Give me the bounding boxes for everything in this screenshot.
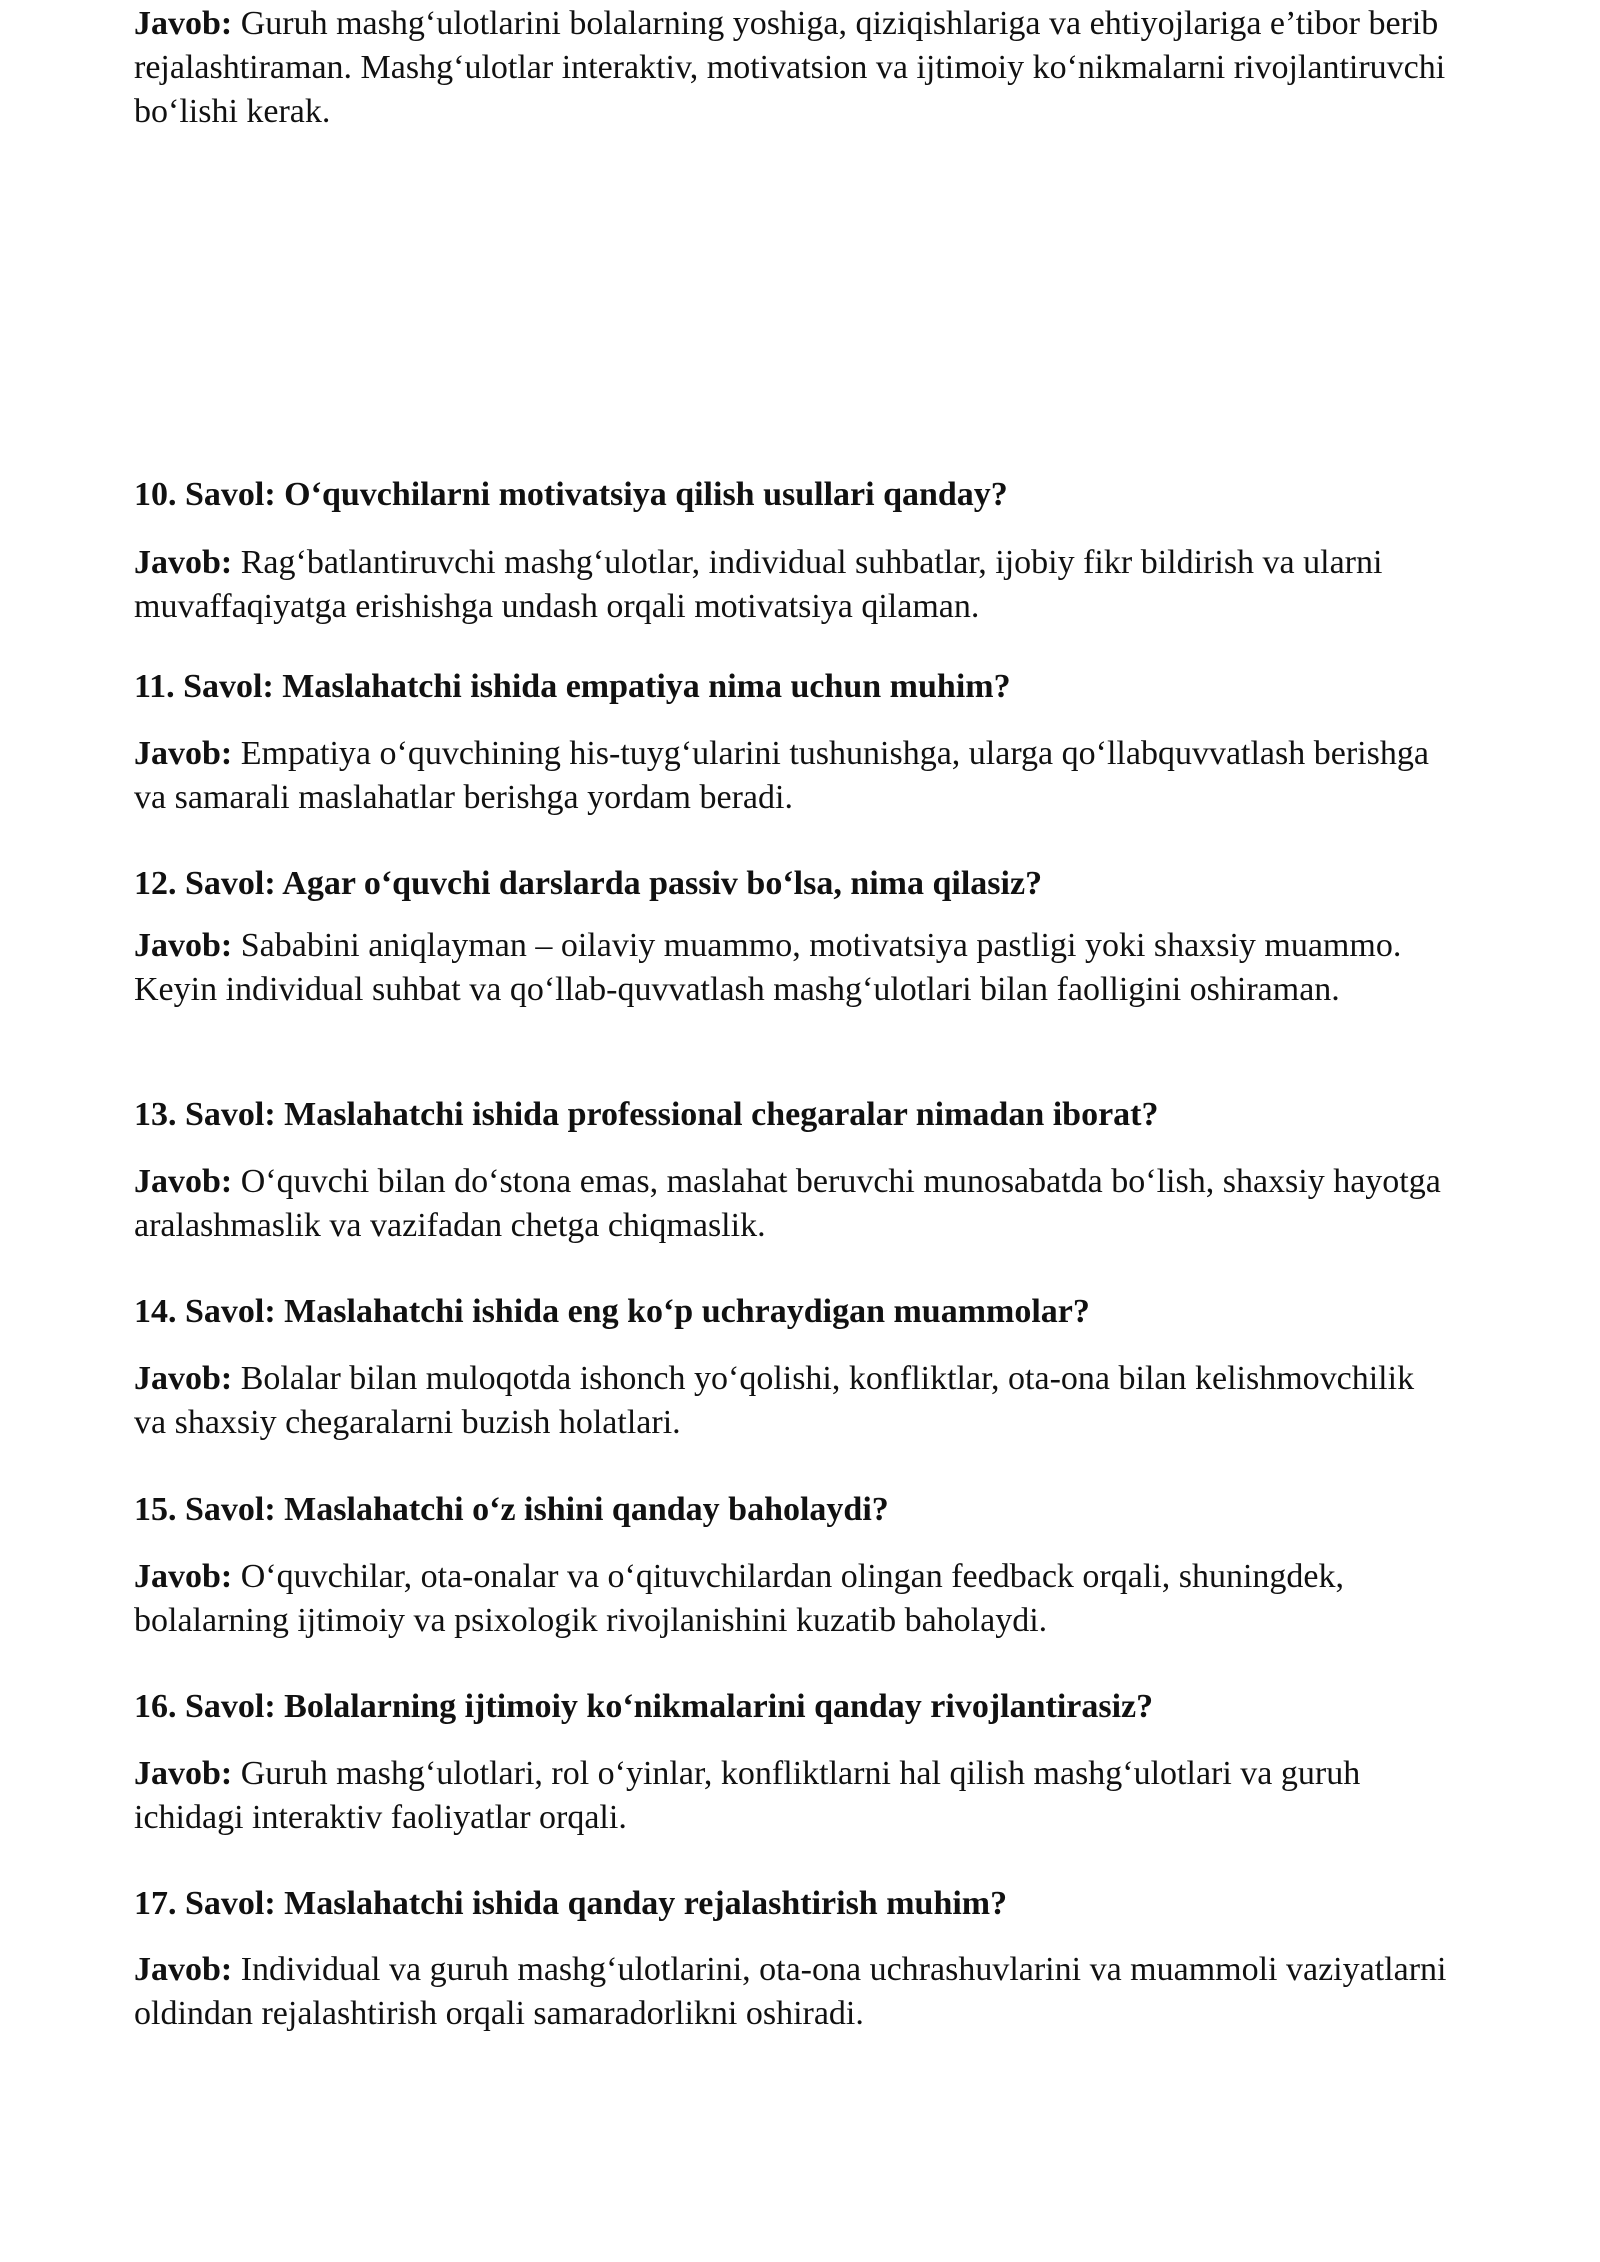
answer-text: Rag‘batlantiruvchi mashg‘ulotlar, individual suhbatlar, ijobiy fikr bildirish va ularni muvaffaqiyatga erishishga undash orqali motivatsiya qilaman. [134, 544, 1383, 625]
question-heading: 10. Savol: O‘quvchilarni motivatsiya qilish usullari qanday? [134, 476, 1008, 513]
answer-paragraph [134, 1752, 1454, 1840]
answer-text: Guruh mashg‘ulotlari, rol o‘yinlar, konfliktlarni hal qilish mashg‘ulotlari va guruh ichidagi interaktiv faoliyatlar orqali. [134, 1755, 1361, 1836]
answer-text: Individual va guruh mashg‘ulotlarini, ota-ona uchrashuvlarini va muammoli vaziyatlarni oldindan rejalashtirish orqali samaradorlikni oshiradi. [134, 1951, 1447, 2032]
qa-block-16 [134, 1685, 1454, 1729]
question-heading: 17. Savol: Maslahatchi ishida qanday rejalashtirish muhim? [134, 1885, 1008, 1922]
answer-text: O‘quvchi bilan do‘stona emas, maslahat beruvchi munosabatda bo‘lish, shaxsiy hayotga aralashmaslik va vazifadan chetga chiqmaslik. [134, 1163, 1441, 1244]
answer-label: Javob: [134, 735, 233, 772]
answer-block-12 [134, 924, 1454, 1012]
answer-label: Javob: [134, 927, 233, 964]
qa-block-12 [134, 862, 1454, 906]
answer-text: Bolalar bilan muloqotda ishonch yo‘qolishi, konfliktlar, ota-ona bilan kelishmovchilik va shaxsiy chegaralarni buzish holatlari. [134, 1360, 1415, 1441]
question-heading: 16. Savol: Bolalarning ijtimoiy ko‘nikmalarini qanday rivojlantirasiz? [134, 1688, 1154, 1725]
answer-text: Guruh mashg‘ulotlarini bolalarning yoshiga, qiziqishlariga va ehtiyojlariga e’tibor berib rejalashtiraman. Mashg‘ulotlar interaktiv, motivatsion va ijtimoiy ko‘nikmalarni rivojlantiruvchi bo‘lishi kerak. [134, 5, 1446, 130]
answer-label: Javob: [134, 1163, 233, 1200]
answer-paragraph [134, 732, 1454, 820]
qa-block-11 [134, 665, 1454, 709]
question-heading: 13. Savol: Maslahatchi ishida professional chegaralar nimadan iborat? [134, 1096, 1159, 1133]
answer-label: Javob: [134, 1360, 233, 1397]
answer-paragraph [134, 1555, 1454, 1643]
answer-label: Javob: [134, 5, 233, 42]
answer-block-17 [134, 1948, 1454, 2036]
answer-label: Javob: [134, 544, 233, 581]
answer-paragraph [134, 1160, 1454, 1248]
answer-text: Empatiya o‘quvchining his-tuyg‘ularini tushunishga, ularga qo‘llabquvvatlash berishga va samarali maslahatlar berishga yordam beradi. [134, 735, 1429, 816]
intro-answer-block [134, 2, 1454, 134]
question-heading: 12. Savol: Agar o‘quvchi darslarda passiv bo‘lsa, nima qilasiz? [134, 865, 1043, 902]
question-heading: 15. Savol: Maslahatchi o‘z ishini qanday baholaydi? [134, 1491, 889, 1528]
answer-text: O‘quvchilar, ota-onalar va o‘qituvchilardan olingan feedback orqali, shuningdek, bolalarning ijtimoiy va psixologik rivojlanishini kuzatib baholaydi. [134, 1558, 1344, 1639]
answer-label: Javob: [134, 1951, 233, 1988]
answer-paragraph [134, 1948, 1454, 2036]
answer-label: Javob: [134, 1755, 233, 1792]
answer-block-15 [134, 1555, 1454, 1643]
answer-paragraph [134, 1357, 1454, 1445]
answer-block-16 [134, 1752, 1454, 1840]
answer-paragraph [134, 541, 1454, 629]
question-heading: 14. Savol: Maslahatchi ishida eng ko‘p uchraydigan muammolar? [134, 1293, 1090, 1330]
answer-paragraph [134, 2, 1454, 134]
answer-label: Javob: [134, 1558, 233, 1595]
answer-text: Sababini aniqlayman – oilaviy muammo, motivatsiya pastligi yoki shaxsiy muammo. Keyin individual suhbat va qo‘llab-quvvatlash mashg‘ulotlari bilan faolligini oshiraman. [134, 927, 1402, 1008]
question-heading: 11. Savol: Maslahatchi ishida empatiya nima uchun muhim? [134, 668, 1011, 705]
answer-block-10 [134, 541, 1454, 629]
qa-block-14 [134, 1290, 1454, 1334]
answer-block-11 [134, 732, 1454, 820]
answer-paragraph [134, 924, 1454, 1012]
answer-block-13 [134, 1160, 1454, 1248]
qa-block-17 [134, 1882, 1454, 1926]
qa-block-10 [134, 473, 1454, 517]
answer-block-14 [134, 1357, 1454, 1445]
qa-block-13 [134, 1093, 1454, 1137]
qa-block-15 [134, 1488, 1454, 1532]
